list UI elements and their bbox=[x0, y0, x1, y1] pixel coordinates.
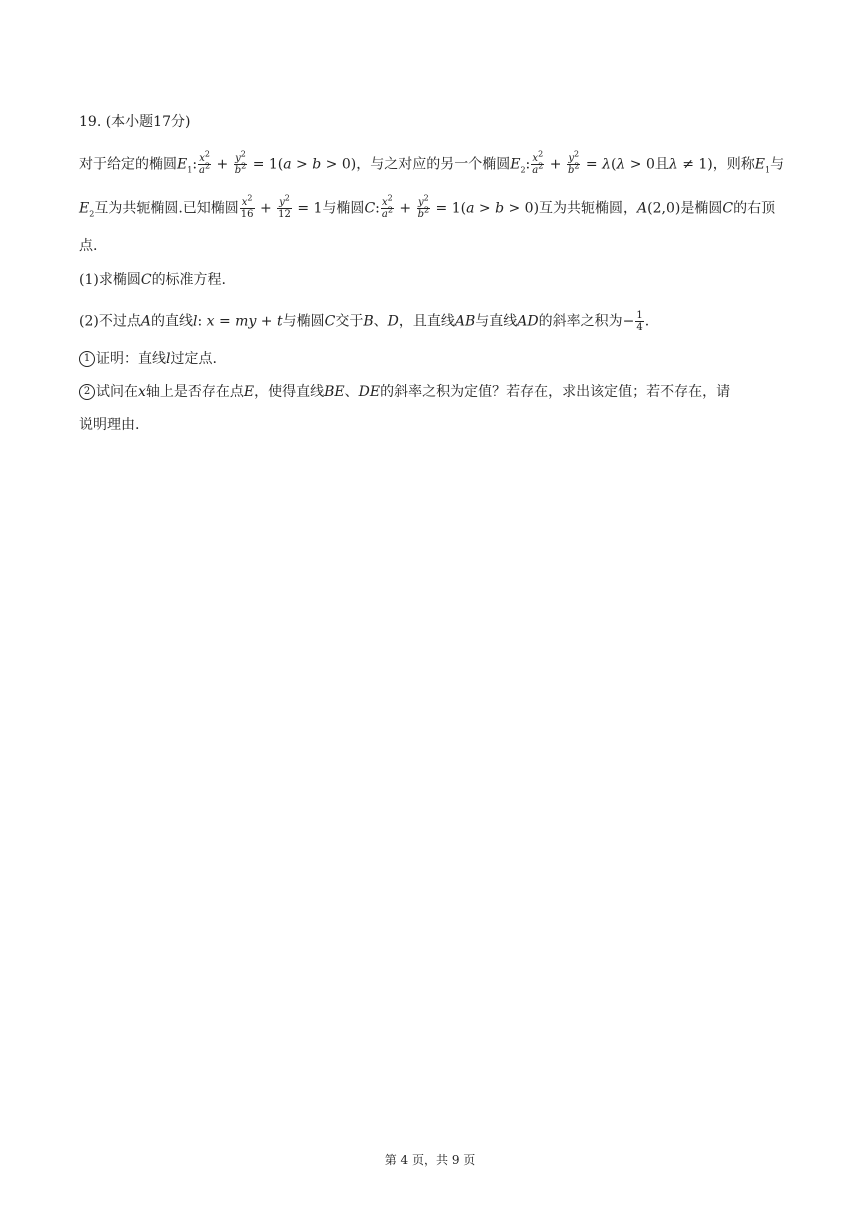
circled-number-1: 1 bbox=[79, 351, 95, 367]
subquestion-2: (2)不过点A的直线l: x = my + t与椭圆C交于B、D，且直线AB与直线AD的斜率之积为− $\frac{1}{4}$ . bbox=[79, 310, 650, 333]
problem-line-2: $E_2$互为共轭椭圆.已知椭圆 $\frac{x^2}{16}$ + $\frac{y^2}{12}$ = 1与椭圆C: $\frac{x^2}{a^2}$ + $\frac{y^2}{b^2}$ = 1(a > b > 0)互为共轭椭圆，A(2,0)是椭圆C的右顶 bbox=[79, 193, 776, 220]
problem-line-1: 对于给定的椭圆$E_1$: $\frac{x^2}{a^2}$ + $\frac{y^2}{b^2}$ = 1(a > b > 0)，与之对应的另一个椭圆$E_2$: $\frac{x^2}{a^2}$ + $\frac{y^2}{b^2}$ = λ(λ > 0且λ ≠ 1)，则称$E_1$与 bbox=[79, 149, 785, 176]
part-2: 2 试问在x轴上是否存在点E，使得直线BE、DE的斜率之积为定值？若存在，求出该定值；若不存在，请 bbox=[79, 382, 730, 402]
page-footer: 第 4 页，共 9 页 bbox=[384, 1153, 476, 1167]
circled-number-2: 2 bbox=[79, 384, 95, 400]
subquestion-1: (1)求椭圆C的标准方程. bbox=[79, 272, 227, 288]
problem-line-3: 点. bbox=[79, 238, 98, 254]
part-2-continued: 说明理由. bbox=[79, 417, 140, 433]
part-1: 1 证明：直线l过定点. bbox=[79, 349, 217, 369]
question-heading: 19. (本小题17分) bbox=[79, 114, 191, 130]
